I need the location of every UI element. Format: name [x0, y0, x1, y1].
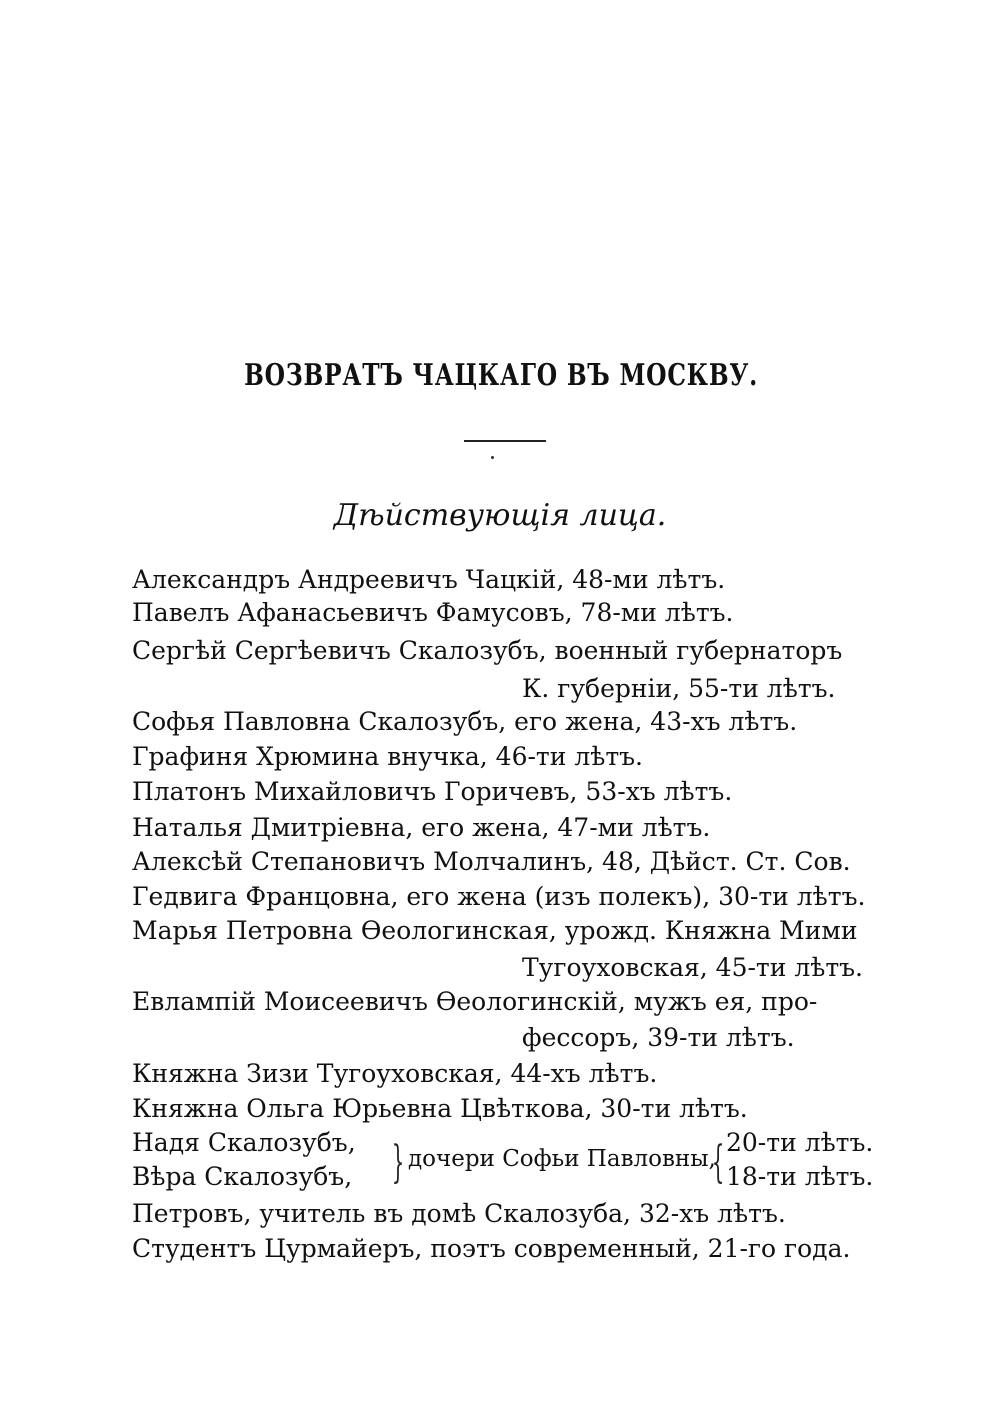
cast-line: Гедвига Францовна, его жена (изъ полекъ), 30-ти лѣтъ.	[132, 882, 866, 911]
cast-line: Павелъ Афанасьевичъ Фамусовъ, 78-ми лѣтъ.	[132, 598, 734, 627]
left-brace: }	[391, 1137, 405, 1188]
cast-line: Марья Петровна Ѳеологинская, урожд. Княжна Мими	[132, 916, 858, 945]
cast-line: Платонъ Михайловичъ Горичевъ, 53-хъ лѣтъ.	[132, 777, 733, 806]
cast-line: Петровъ, учитель въ домѣ Скалозуба, 32-хъ лѣтъ.	[132, 1199, 786, 1228]
daughter-age: 18-ти лѣтъ.	[726, 1162, 874, 1191]
page-title: ВОЗВРАТЪ ЧАЦКАГО ВЪ МОСКВУ.	[244, 358, 759, 393]
cast-line: Алексѣй Степановичъ Молчалинъ, 48, Дѣйст. Ст. Сов.	[132, 847, 851, 876]
cast-line: Княжна Зизи Тугоуховская, 44-хъ лѣтъ.	[132, 1059, 658, 1088]
cast-line: Наталья Дмитріевна, его жена, 47-ми лѣтъ.	[132, 813, 711, 842]
daughter-name: Вѣра Скалозубъ,	[132, 1162, 353, 1191]
cast-line: Студентъ Цурмайеръ, поэтъ современный, 21-го года.	[132, 1234, 851, 1263]
cast-heading: Дѣйствующія лица.	[333, 498, 667, 533]
cast-line-continuation: Тугоуховская, 45-ти лѣтъ.	[522, 953, 864, 982]
daughter-name: Надя Скалозубъ,	[132, 1128, 356, 1157]
cast-line: Княжна Ольга Юрьевна Цвѣткова, 30-ти лѣтъ.	[132, 1094, 748, 1123]
daughter-age: 20-ти лѣтъ.	[726, 1128, 874, 1157]
cast-line: Софья Павловна Скалозубъ, его жена, 43-хъ лѣтъ.	[132, 707, 798, 736]
divider-dot	[491, 456, 494, 459]
cast-line: Александръ Андреевичъ Чацкій, 48-ми лѣтъ.	[132, 565, 726, 594]
daughters-relation: дочери Софьи Павловны,	[408, 1146, 716, 1172]
right-brace: {	[711, 1137, 725, 1188]
title-divider	[464, 440, 546, 442]
cast-line: Графиня Хрюмина внучка, 46-ти лѣтъ.	[132, 742, 643, 771]
cast-line-continuation: фессоръ, 39-ти лѣтъ.	[522, 1023, 795, 1052]
cast-line: Сергѣй Сергѣевичъ Скалозубъ, военный губернаторъ	[132, 636, 843, 665]
cast-line: Евлампій Моисеевичъ Ѳеологинскій, мужъ ея, про-	[132, 987, 818, 1016]
cast-line-continuation: К. губерніи, 55-ти лѣтъ.	[522, 674, 836, 703]
